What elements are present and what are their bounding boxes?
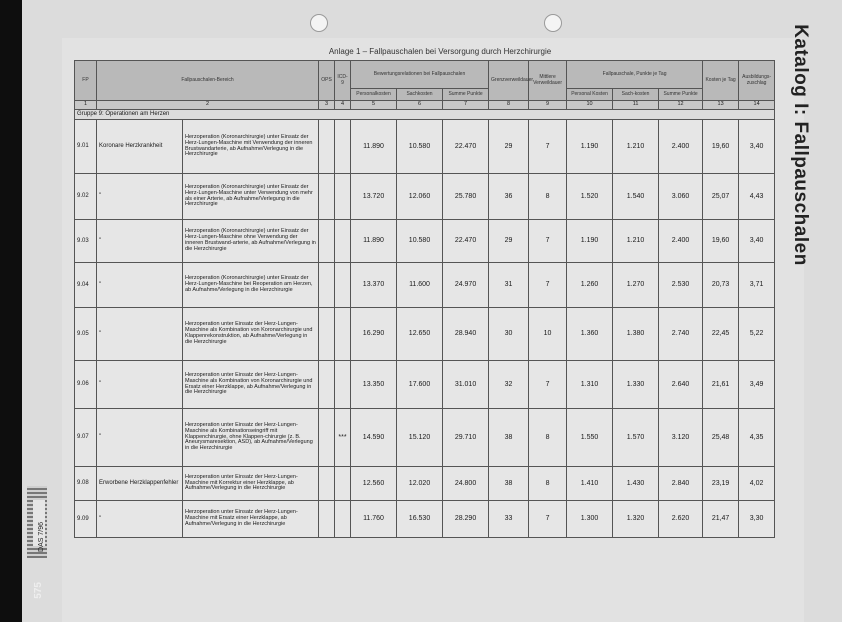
- row-ops: [319, 361, 335, 409]
- column-number: 2: [97, 101, 319, 110]
- row-sachkosten: 11.600: [397, 263, 443, 308]
- row-grenzverweildauer: 33: [489, 501, 529, 538]
- column-number: 11: [613, 101, 659, 110]
- column-number: 6: [397, 101, 443, 110]
- side-title: Katalog I: Fallpauschalen: [790, 24, 811, 266]
- row-summe-tag: 2.400: [659, 220, 703, 263]
- row-summe: 22.470: [443, 220, 489, 263]
- row-icd: [335, 361, 351, 409]
- header-punkte-je-tag: Fallpauschale, Punkte je Tag: [567, 61, 703, 89]
- row-mittlere-verweildauer: 7: [529, 501, 567, 538]
- row-grenzverweildauer: 36: [489, 174, 529, 220]
- row-summe: 25.780: [443, 174, 489, 220]
- row-mittlere-verweildauer: 7: [529, 263, 567, 308]
- row-summe-tag: 2.640: [659, 361, 703, 409]
- row-mittlere-verweildauer: 8: [529, 467, 567, 501]
- column-number: 9: [529, 101, 567, 110]
- header-fp: FP: [75, 61, 97, 101]
- row-icd: [335, 220, 351, 263]
- row-description: Herzoperation unter Einsatz der Herz-Lungen-Maschine als Kombination von Koronarchirurgie und Klappenrekonstruktion, ab Aufnahme/Verlegung in die Herzchirurgie: [183, 308, 319, 361]
- row-category: Koronare Herzkrankheit: [97, 120, 183, 174]
- row-personal-tag: 1.300: [567, 501, 613, 538]
- row-sachkosten: 17.600: [397, 361, 443, 409]
- row-mittlere-verweildauer: 7: [529, 361, 567, 409]
- row-sachkosten: 12.020: [397, 467, 443, 501]
- row-icd: [335, 120, 351, 174]
- row-ausbildung: 3,30: [739, 501, 775, 538]
- row-grenzverweildauer: 32: [489, 361, 529, 409]
- row-grenzverweildauer: 29: [489, 220, 529, 263]
- row-sach-tag: 1.570: [613, 409, 659, 467]
- subheader-summe-tag: Summe Punkte: [659, 89, 703, 101]
- row-ops: [319, 174, 335, 220]
- document-title: Anlage 1 – Fallpauschalen bei Versorgung durch Herzchirurgie: [328, 47, 552, 56]
- row-sachkosten: 10.580: [397, 220, 443, 263]
- row-personalkosten: 12.560: [351, 467, 397, 501]
- column-number: 14: [739, 101, 775, 110]
- row-summe-tag: 3.120: [659, 409, 703, 467]
- row-summe-tag: 2.400: [659, 120, 703, 174]
- row-kosten-tag: 23,19: [703, 467, 739, 501]
- column-number: 13: [703, 101, 739, 110]
- header-ausbildung: Ausbildungs-zuschlag: [739, 61, 775, 101]
- row-personal-tag: 1.410: [567, 467, 613, 501]
- column-number: 5: [351, 101, 397, 110]
- row-personalkosten: 13.350: [351, 361, 397, 409]
- row-sachkosten: 16.530: [397, 501, 443, 538]
- row-mittlere-verweildauer: 7: [529, 220, 567, 263]
- subheader-summe: Summe Punkte: [443, 89, 489, 101]
- row-personalkosten: 16.290: [351, 308, 397, 361]
- row-sach-tag: 1.320: [613, 501, 659, 538]
- row-category: ": [97, 174, 183, 220]
- row-summe: 24.970: [443, 263, 489, 308]
- row-ausbildung: 3,40: [739, 120, 775, 174]
- row-kosten-tag: 25,48: [703, 409, 739, 467]
- punch-hole-left: [310, 14, 328, 32]
- row-description: Herzoperation (Koronarchirurgie) unter Einsatz der Herz-Lungen-Maschine unter Verwendung von mehr als einer Arterie, ab Aufnahme/Verlegung in die Herzchirurgie: [183, 174, 319, 220]
- header-grenzverweildauer: Grenzverweildauer: [489, 61, 529, 101]
- row-number: 9.01: [75, 120, 97, 174]
- row-kosten-tag: 19,60: [703, 120, 739, 174]
- row-sachkosten: 12.650: [397, 308, 443, 361]
- row-summe-tag: 3.060: [659, 174, 703, 220]
- header-kosten-je-tag: Kosten je Tag: [703, 61, 739, 101]
- row-summe-tag: 2.740: [659, 308, 703, 361]
- row-kosten-tag: 19,60: [703, 220, 739, 263]
- row-description: Herzoperation unter Einsatz der Herz-Lungen-Maschine mit Ersatz einer Herzklappe, ab Aufnahme/Verlegung in die Herzchirurgie: [183, 501, 319, 538]
- row-icd: [335, 467, 351, 501]
- row-mittlere-verweildauer: 10: [529, 308, 567, 361]
- header-mittlere-verweildauer: Mittlere Verweildauer: [529, 61, 567, 101]
- row-category: ": [97, 501, 183, 538]
- row-mittlere-verweildauer: 8: [529, 409, 567, 467]
- row-personalkosten: 11.890: [351, 120, 397, 174]
- row-personal-tag: 1.190: [567, 120, 613, 174]
- table-row: [75, 501, 775, 538]
- column-number: 4: [335, 101, 351, 110]
- subheader-personal-tag: Personal Kosten: [567, 89, 613, 101]
- table-row: [75, 308, 775, 361]
- row-ausbildung: 4,43: [739, 174, 775, 220]
- row-category: Erworbene Herzklappenfehler: [97, 467, 183, 501]
- row-icd: ***: [335, 409, 351, 467]
- row-sach-tag: 1.210: [613, 220, 659, 263]
- row-summe-tag: 2.530: [659, 263, 703, 308]
- row-number: 9.07: [75, 409, 97, 467]
- row-personalkosten: 11.760: [351, 501, 397, 538]
- column-number: 7: [443, 101, 489, 110]
- header-bewertung: Bewertungsrelationen bei Fallpauschalen: [351, 61, 489, 89]
- row-sachkosten: 15.120: [397, 409, 443, 467]
- row-kosten-tag: 21,47: [703, 501, 739, 538]
- row-personal-tag: 1.550: [567, 409, 613, 467]
- row-ausbildung: 4,02: [739, 467, 775, 501]
- row-summe-tag: 2.620: [659, 501, 703, 538]
- row-personal-tag: 1.310: [567, 361, 613, 409]
- row-ops: [319, 409, 335, 467]
- row-ausbildung: 4,35: [739, 409, 775, 467]
- row-number: 9.08: [75, 467, 97, 501]
- column-number: 12: [659, 101, 703, 110]
- row-number: 9.04: [75, 263, 97, 308]
- row-personalkosten: 11.890: [351, 220, 397, 263]
- subheader-sach: Sachkosten: [397, 89, 443, 101]
- fallpauschalen-table: [74, 60, 775, 538]
- row-summe: 28.940: [443, 308, 489, 361]
- row-grenzverweildauer: 31: [489, 263, 529, 308]
- row-category: ": [97, 409, 183, 467]
- row-sach-tag: 1.210: [613, 120, 659, 174]
- subheader-personal: Personalkosten: [351, 89, 397, 101]
- row-sach-tag: 1.380: [613, 308, 659, 361]
- row-description: Herzoperation (Koronarchirurgie) unter Einsatz der Herz-Lungen-Maschine mit Verwendung der inneren Brustwandarterie, ab Aufnahme/Verlegung in die Herzchirurgie: [183, 120, 319, 174]
- column-number: 3: [319, 101, 335, 110]
- row-ops: [319, 263, 335, 308]
- column-number: 10: [567, 101, 613, 110]
- row-number: 9.03: [75, 220, 97, 263]
- row-category: ": [97, 220, 183, 263]
- row-personal-tag: 1.360: [567, 308, 613, 361]
- row-number: 9.02: [75, 174, 97, 220]
- row-icd: [335, 501, 351, 538]
- row-sachkosten: 12.060: [397, 174, 443, 220]
- row-icd: [335, 174, 351, 220]
- punch-hole-right: [544, 14, 562, 32]
- table-row: [75, 409, 775, 467]
- row-sach-tag: 1.540: [613, 174, 659, 220]
- row-sach-tag: 1.330: [613, 361, 659, 409]
- page-number: 575: [33, 582, 44, 599]
- row-personalkosten: 14.590: [351, 409, 397, 467]
- row-description: Herzoperation (Koronarchirurgie) unter Einsatz der Herz-Lungen-Maschine bei Reoperation am Herzen, ab Aufnahme/Verlegung in die Herzchirurgie: [183, 263, 319, 308]
- header-bereich: Fallpauschalen-Bereich: [97, 61, 319, 101]
- row-kosten-tag: 25,07: [703, 174, 739, 220]
- row-sachkosten: 10.580: [397, 120, 443, 174]
- group-label: Gruppe 9: Operationen am Herzen: [75, 110, 775, 120]
- row-ausbildung: 5,22: [739, 308, 775, 361]
- table-row: [75, 361, 775, 409]
- row-number: 9.06: [75, 361, 97, 409]
- row-kosten-tag: 21,61: [703, 361, 739, 409]
- row-category: ": [97, 361, 183, 409]
- column-number: 1: [75, 101, 97, 110]
- table-row: [75, 467, 775, 501]
- row-personalkosten: 13.370: [351, 263, 397, 308]
- table-row: [75, 263, 775, 308]
- row-personal-tag: 1.260: [567, 263, 613, 308]
- row-ops: [319, 220, 335, 263]
- subheader-sach-tag: Sach-kosten: [613, 89, 659, 101]
- row-ausbildung: 3,40: [739, 220, 775, 263]
- row-grenzverweildauer: 30: [489, 308, 529, 361]
- row-kosten-tag: 20,73: [703, 263, 739, 308]
- row-description: Herzoperation unter Einsatz der Herz-Lungen-Maschine als Kombinationseingriff mit Klappenchirurgie, ohne Klappen-chirurgie (z. B. Aneurysmaresektion, ASD), ab Aufnahme/Verlegung in die Herzchirurgie: [183, 409, 319, 467]
- row-ops: [319, 501, 335, 538]
- row-category: ": [97, 263, 183, 308]
- column-number: 8: [489, 101, 529, 110]
- header-ops: OPS: [319, 61, 335, 101]
- row-number: 9.05: [75, 308, 97, 361]
- table-row: [75, 174, 775, 220]
- row-summe-tag: 2.840: [659, 467, 703, 501]
- row-summe: 29.710: [443, 409, 489, 467]
- row-ops: [319, 120, 335, 174]
- row-ausbildung: 3,49: [739, 361, 775, 409]
- row-mittlere-verweildauer: 8: [529, 174, 567, 220]
- row-personal-tag: 1.190: [567, 220, 613, 263]
- row-mittlere-verweildauer: 7: [529, 120, 567, 174]
- table-body: [75, 120, 775, 538]
- table-row: [75, 120, 775, 174]
- row-summe: 24.800: [443, 467, 489, 501]
- column-number-row: [75, 101, 775, 110]
- row-description: Herzoperation (Koronarchirurgie) unter Einsatz der Herz-Lungen-Maschine ohne Verwendung der inneren Brustwand-arterie, ab Aufnahme/Verlegung in die Herzchirurgie: [183, 220, 319, 263]
- row-summe: 28.290: [443, 501, 489, 538]
- row-ops: [319, 467, 335, 501]
- row-description: Herzoperation unter Einsatz der Herz-Lungen-Maschine mit Korrektur einer Herzklappe, ab Aufnahme/Verlegung in die Herzchirurgie: [183, 467, 319, 501]
- row-kosten-tag: 22,45: [703, 308, 739, 361]
- row-personalkosten: 13.720: [351, 174, 397, 220]
- row-category: ": [97, 308, 183, 361]
- row-ops: [319, 308, 335, 361]
- row-description: Herzoperation unter Einsatz der Herz-Lungen-Maschine als Kombination von Koronarchirurgie und Ersatz einer Herzklappe, ab Aufnahme/Verlegung in die Herzchirurgie: [183, 361, 319, 409]
- row-sach-tag: 1.430: [613, 467, 659, 501]
- row-sach-tag: 1.270: [613, 263, 659, 308]
- row-number: 9.09: [75, 501, 97, 538]
- row-summe: 22.470: [443, 120, 489, 174]
- row-grenzverweildauer: 29: [489, 120, 529, 174]
- table-row: [75, 220, 775, 263]
- row-grenzverweildauer: 38: [489, 409, 529, 467]
- row-summe: 31.010: [443, 361, 489, 409]
- row-icd: [335, 308, 351, 361]
- row-icd: [335, 263, 351, 308]
- stamp-text: DAS 7/96: [38, 522, 45, 552]
- row-ausbildung: 3,71: [739, 263, 775, 308]
- row-grenzverweildauer: 38: [489, 467, 529, 501]
- header-icd: ICD-9: [335, 61, 351, 101]
- row-personal-tag: 1.520: [567, 174, 613, 220]
